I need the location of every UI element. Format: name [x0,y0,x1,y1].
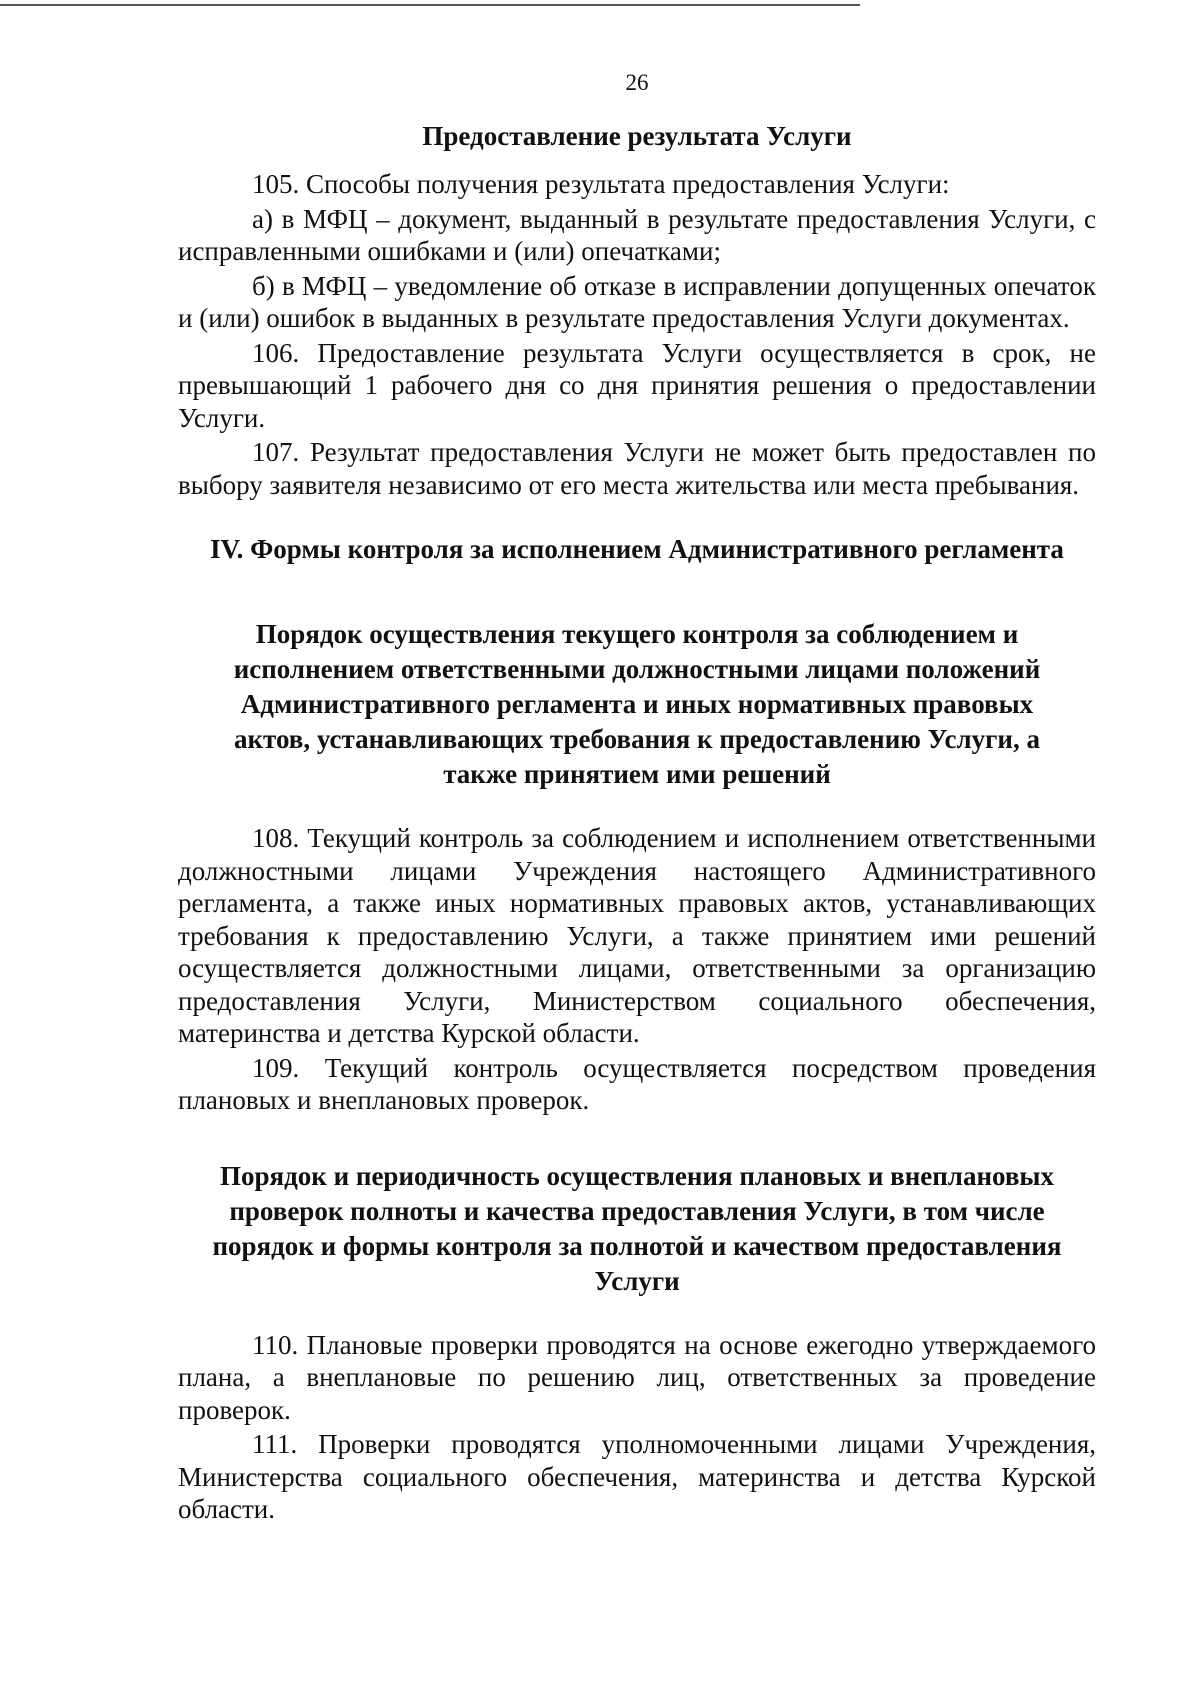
subsection-title-line: Услуги [594,1265,680,1296]
paragraph-106: 106. Предоставление результата Услуги осуществляется в срок, не превышающий 1 рабочего дня со дня принятия решения о предоставлении Услуги. [178,337,1096,433]
paragraph-105-b: б) в МФЦ – уведомление об отказе в исправлении допущенных опечаток и (или) ошибок в выданных в результате предоставления Услуги документах. [178,270,1096,333]
section-title-result: Предоставление результата Услуги [422,121,852,151]
subsection-current-control-body [178,822,1096,1117]
paragraph-110: 110. Плановые проверки проводятся на основе ежегодно утверждаемого плана, а внеплановые по решению лиц, ответственных за проведение проверок. [178,1329,1096,1425]
subsection-title-line: Административного регламента и иных нормативных правовых [240,689,1034,719]
subsection-title-current-control [178,617,1096,792]
page-number: 26 [625,70,649,95]
subsection-title-line: также принятием ими решений [443,759,831,789]
section-title-iv: IV. Формы контроля за исполнением Административного регламента [210,534,1064,564]
subsection-title-line: проверок полноты и качества предоставления Услуги, в том числе [229,1195,1045,1226]
paragraph-109: 109. Текущий контроль осуществляется посредством проведения плановых и внеплановых проверок. [178,1052,1096,1115]
subsection-title-line: Порядок и периодичность осуществления плановых и внеплановых [220,1160,1054,1191]
paragraph-107: 107. Результат предоставления Услуги не может быть предоставлен по выбору заявителя независимо от его места жительства или места пребывания. [178,437,1096,500]
scan-top-rule [0,4,860,6]
paragraph-105-a: а) в МФЦ – документ, выданный в результате предоставления Услуги, с исправленными ошибками и (или) опечатками; [178,203,1096,266]
subsection-title-line: актов, устанавливающих требования к предоставлению Услуги, а [234,724,1040,754]
paragraph-111: 111. Проверки проводятся уполномоченными лицами Учреждения, Министерства социального обеспечения, материнства и детства Курской области. [178,1429,1096,1524]
subsection-title-line: порядок и формы контроля за полнотой и качеством предоставления [212,1230,1062,1261]
paragraph-105: 105. Способы получения результата предоставления Услуги: [252,169,950,199]
subsection-title-line: Порядок осуществления текущего контроля за соблюдением и [255,619,1019,649]
subsection-title-inspections [178,1159,1096,1299]
subsection-inspections-body [178,1329,1096,1526]
document-page [178,62,1096,1526]
paragraph-108: 108. Текущий контроль за соблюдением и исполнением ответственными должностными лицами Учреждения настоящего Административного регламента, а также иных нормативных правовых актов, устанавливающих требования к предоставлению Услуги, а также принятием ими решений осуществляется должностными лицами, ответственными за организацию предоставления Услуги, Министерством социального обеспечения, материнства и детства Курской области. [178,823,1096,1048]
subsection-title-line: исполнением ответственными должностными лицами положений [233,654,1041,684]
section-result-body [178,168,1096,501]
